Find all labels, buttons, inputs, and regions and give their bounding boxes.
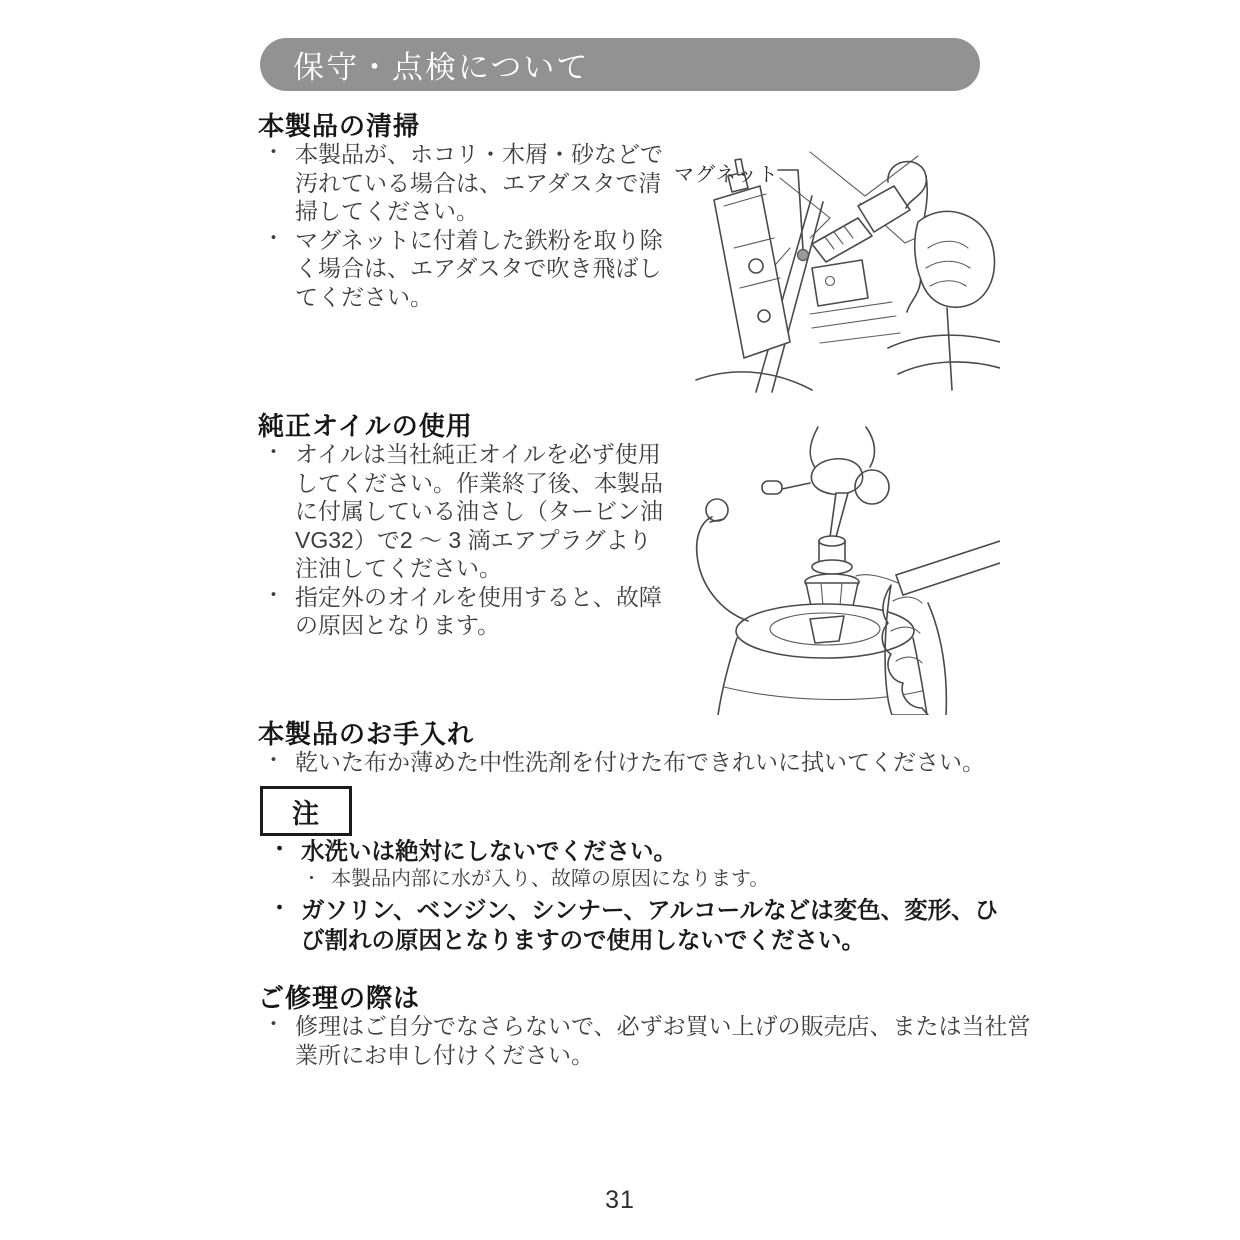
list-item: ・ ガソリン、ベンジン、シンナー、アルコールなどは変色、変形、ひび割れの原因となりますので使用しないでください。 — [268, 895, 1020, 955]
heading-genuine-oil: 純正オイルの使用 — [258, 411, 473, 441]
heading-care: 本製品のお手入れ — [258, 719, 475, 749]
page-number: 31 — [605, 1186, 635, 1214]
note-bullet-text: 水洗いは絶対にしないでください。 — [301, 838, 677, 864]
list-item: ・ 修理はご自分でなさらないで、必ずお買い上げの販売店、または当社営業所にお申し付けください。 — [262, 1012, 1032, 1069]
genuine-oil-bullet-list — [262, 440, 670, 640]
list-item: ・ 本製品が、ホコリ・木屑・砂などで汚れている場合は、エアダスタで清掃してください。 — [262, 140, 670, 226]
heading-cleaning: 本製品の清掃 — [258, 111, 421, 141]
list-item — [268, 836, 1020, 893]
section-banner-title: 保守・点検について — [293, 50, 590, 85]
list-item: ・ マグネットに付着した鉄粉を取り除く場合は、エアダスタで吹き飛ばしてください。 — [262, 226, 670, 312]
heading-repair: ご修理の際は — [258, 983, 421, 1013]
note-box — [260, 786, 352, 836]
note-sub-bullet: ・ 本製品内部に水が入り、故障の原因になります。 — [301, 866, 1020, 893]
repair-bullet-list — [262, 1012, 1032, 1069]
note-box-label: 注 — [292, 798, 320, 829]
section-banner — [260, 38, 980, 91]
figure-oiling-illustration — [660, 425, 1000, 715]
list-item: ・ 指定外のオイルを使用すると、故障の原因となります。 — [262, 583, 670, 640]
list-item: ・ オイルは当社純正オイルを必ず使用してください。作業終了後、本製品に付属している油さし（タービン油VG32）で2 ～ 3 滴エアプラグより注油してください。 — [262, 440, 670, 583]
figure-air-duster-illustration — [660, 148, 1000, 396]
list-item: ・ 乾いた布か薄めた中性洗剤を付けた布できれいに拭いてください。 — [262, 748, 1032, 777]
note-bullet-list — [268, 836, 1020, 957]
magnet-callout-label: マグネット — [674, 164, 779, 186]
oiling-drawing — [660, 425, 1000, 715]
care-bullet-list — [262, 748, 1032, 777]
cleaning-bullet-list — [262, 140, 670, 311]
